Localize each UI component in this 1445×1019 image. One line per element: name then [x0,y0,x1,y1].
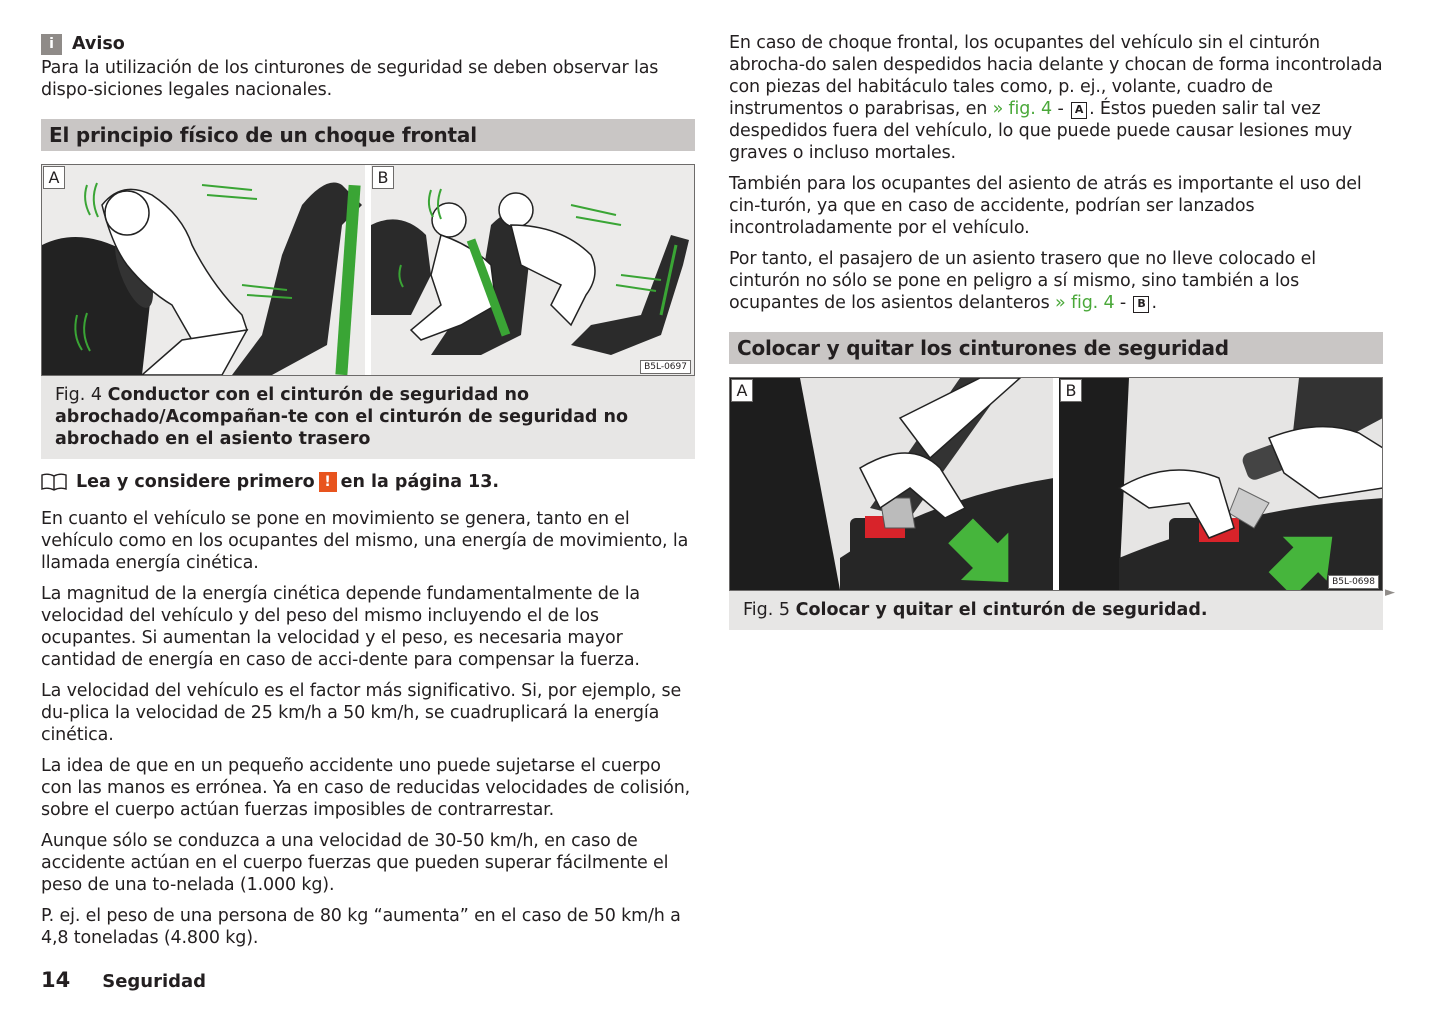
figure-5-panels [729,377,1383,591]
paragraph-2: La magnitud de la energía cinética depende fundamentalmente de la velocidad del vehículo y del peso del mismo incluyendo el de los ocupantes. Si aumentan la velocidad y el peso, es necesaria mayor cantidad de energía en caso de acci-dente para compensar la fuerza. [41,584,640,670]
release-belt-illustration [1059,378,1382,590]
figure-4-panel-b [371,165,694,375]
fasten-belt-illustration [730,378,1053,590]
book-icon [41,473,67,491]
figure-5-label: Fig. 5 [743,600,791,620]
panel-label-b: B [372,166,394,189]
read-first-page[interactable]: 13. [468,472,500,492]
right-column [729,32,1383,630]
panel-label-a: A [43,166,65,189]
page-number: 14 [41,968,71,992]
panel-ref-b: B [1133,296,1149,313]
continue-arrow-icon: ► [1385,585,1395,600]
paragraph-5: Aunque sólo se conduzca a una velocidad de 30-50 km/h, en caso de accidente actúan en el cuerpo fuerzas que pueden superar fácilmente el peso de una to-nelada (1.000 kg). [41,831,669,895]
rear-passenger-no-belt-illustration [371,165,694,375]
figure-5-panel-b [1059,378,1382,590]
paragraph-1: En cuanto el vehículo se pone en movimiento se genera, tanto en el vehículo como en los ocupantes del mismo, una energía de movimiento, la llamada energía cinética. [41,509,689,573]
figure-5-caption-text: Colocar y quitar el cinturón de seguridad. [795,600,1208,620]
fig-4-link-2[interactable]: » fig. 4 [1055,293,1115,313]
driver-no-belt-illustration [42,165,365,375]
right-paragraph-2: También para los ocupantes del asiento de atrás es importante el uso del cin-turón, ya que en caso de accidente, podrían ser lanzados incontroladamente por el vehículo. [729,174,1362,238]
figure-code: B5L-0697 [640,360,691,374]
panel-label-b: B [1060,379,1082,402]
right-p1-text: En caso de choque frontal, los ocupantes del vehículo sin el cinturón abrocha-do salen despedidos hacia delante y chocan de forma incontrolada con piezas del habitáculo tales como, p. ej., volante, cuadro de instrumentos o parabrisas, en [729,33,1383,119]
chapter-name: Seguridad [102,971,207,992]
paragraph-6: P. ej. el peso de una persona de 80 kg “aumenta” en el caso de 50 km/h a 4,8 toneladas (4.800 kg). [41,906,681,948]
warning-icon: ! [319,472,337,492]
read-first-prefix: Lea y considere primero [76,472,315,492]
right-p3-text: Por tanto, el pasajero de un asiento trasero que no lleve colocado el cinturón no sólo se pone en peligro a sí mismo, sino también a los ocupantes de los asientos delanteros [729,249,1316,313]
read-first-suffix: en la página [340,472,463,492]
panel-label-a: A [731,379,753,402]
right-p3-text-after: . [1151,293,1157,313]
panel-ref-a: A [1071,102,1087,119]
section-title-choque-frontal: El principio físico de un choque frontal [41,119,695,151]
paragraph-4: La idea de que en un pequeño accidente uno puede sujetarse el cuerpo con las manos es errónea. Ya en caso de reducidas velocidades de colisión, sobre el cuerpo actúan fuerzas imposibles de contrarrestar. [41,756,691,820]
dash: - [1057,99,1064,119]
figure-code: B5L-0698 [1328,575,1379,589]
right-paragraph-1 [729,32,1383,164]
info-icon: i [41,34,62,55]
aviso-header [41,32,695,56]
dash: - [1119,293,1127,313]
figure-4-caption [41,376,695,459]
figure-4-panel-a [42,165,365,375]
figure-5-panel-a [730,378,1053,590]
right-paragraph-3 [729,248,1383,314]
section-title-cinturones: Colocar y quitar los cinturones de seguridad [729,332,1383,364]
right-p1-text-after: . Éstos pueden salir tal vez despedidos fuera del vehículo, lo que puede puede causar lesiones muy graves o incluso mortales. [729,99,1353,163]
figure-5 [729,377,1383,630]
figure-4-panels [41,164,695,376]
paragraph-3: La velocidad del vehículo es el factor más significativo. Si, por ejemplo, se du-plica la velocidad de 25 km/h a 50 km/h, se cuadruplicará la energía cinética. [41,681,682,745]
figure-4 [41,164,695,459]
figure-5-caption [729,591,1383,630]
left-column [41,32,695,949]
aviso-text: Para la utilización de los cinturones de seguridad se deben observar las dispo-siciones legales nacionales. [41,58,659,100]
read-first-note [41,470,695,494]
fig-4-link[interactable]: » fig. 4 [992,99,1053,119]
aviso-title: Aviso [72,34,125,54]
figure-4-caption-text: Conductor con el cinturón de seguridad no abrochado/Acompañan-te con el cinturón de seguridad no abrochado en el asiento trasero [55,385,628,449]
page-footer [41,968,206,992]
figure-4-label: Fig. 4 [55,385,103,405]
